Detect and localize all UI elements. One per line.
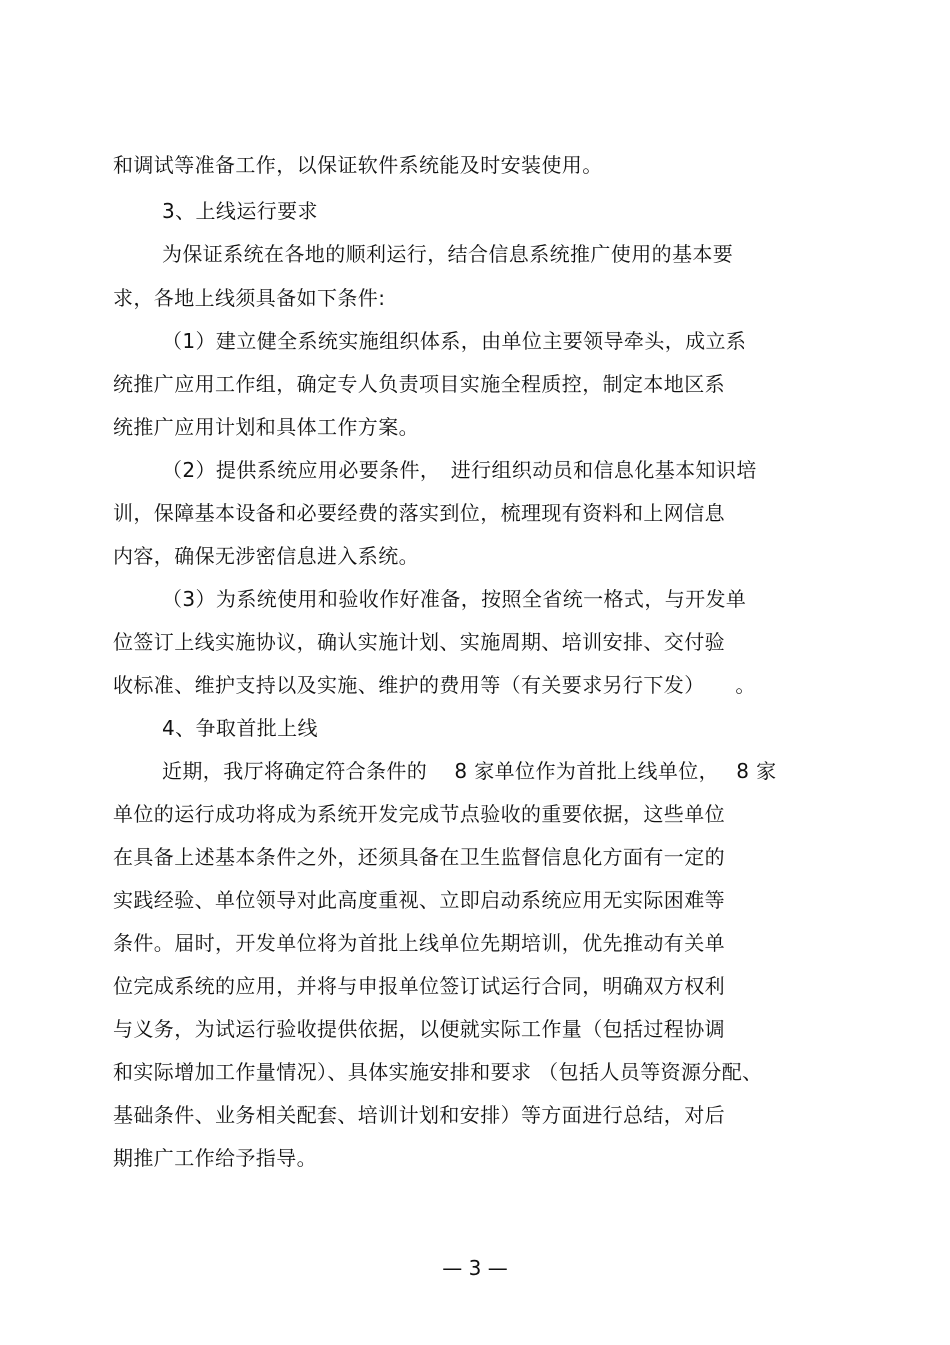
- body-text-line: （1）建立健全系统实施组织体系，由单位主要领导牵头，成立系: [162, 329, 747, 353]
- section-heading: 3、上线运行要求: [162, 199, 318, 223]
- body-text-line: 统推广应用计划和具体工作方案。: [113, 415, 419, 439]
- body-text-line: 收标准、维护支持以及实施、维护的费用等（有关要求另行下发） 。: [113, 673, 756, 697]
- body-text-line: 位签订上线实施协议，确认实施计划、实施周期、培训安排、交付验: [113, 630, 725, 654]
- section-heading: 4、争取首批上线: [162, 716, 318, 740]
- body-text-line: 近期，我厅将确定符合条件的 8 家单位作为首批上线单位， 8 家: [162, 759, 777, 783]
- body-text-line: 实践经验、单位领导对此高度重视、立即启动系统应用无实际困难等: [113, 888, 725, 912]
- body-text-line: 在具备上述基本条件之外，还须具备在卫生监督信息化方面有一定的: [113, 845, 725, 869]
- body-text-line: 为保证系统在各地的顺利运行，结合信息系统推广使用的基本要: [162, 242, 734, 266]
- body-text-line: 与义务，为试运行验收提供依据，以便就实际工作量（包括过程协调: [113, 1017, 725, 1041]
- body-text-line: 统推广应用工作组，确定专人负责项目实施全程质控，制定本地区系: [113, 372, 725, 396]
- body-text-line: 基础条件、业务相关配套、培训计划和安排）等方面进行总结，对后: [113, 1103, 725, 1127]
- body-text-line: 条件。届时，开发单位将为首批上线单位先期培训，优先推动有关单: [113, 931, 725, 955]
- body-text-line: 期推广工作给予指导。: [113, 1146, 317, 1170]
- body-text-line: 单位的运行成功将成为系统开发完成节点验收的重要依据，这些单位: [113, 802, 725, 826]
- body-text-line: 和实际增加工作量情况）、具体实施安排和要求 （包括人员等资源分配、: [113, 1060, 763, 1084]
- body-text-line: 和调试等准备工作，以保证软件系统能及时安装使用。: [113, 153, 603, 177]
- body-text-line: 内容，确保无涉密信息进入系统。: [113, 544, 419, 568]
- body-text-line: 训，保障基本设备和必要经费的落实到位，梳理现有资料和上网信息: [113, 501, 725, 525]
- body-text-line: 求，各地上线须具备如下条件:: [113, 286, 386, 310]
- body-text-line: （3）为系统使用和验收作好准备，按照全省统一格式，与开发单: [162, 587, 747, 611]
- body-text-line: 位完成系统的应用，并将与申报单位签订试运行合同，明确双方权利: [113, 974, 725, 998]
- body-text-line: （2）提供系统应用必要条件， 进行组织动员和信息化基本知识培: [162, 458, 757, 482]
- page-number: — 3 —: [442, 1256, 508, 1280]
